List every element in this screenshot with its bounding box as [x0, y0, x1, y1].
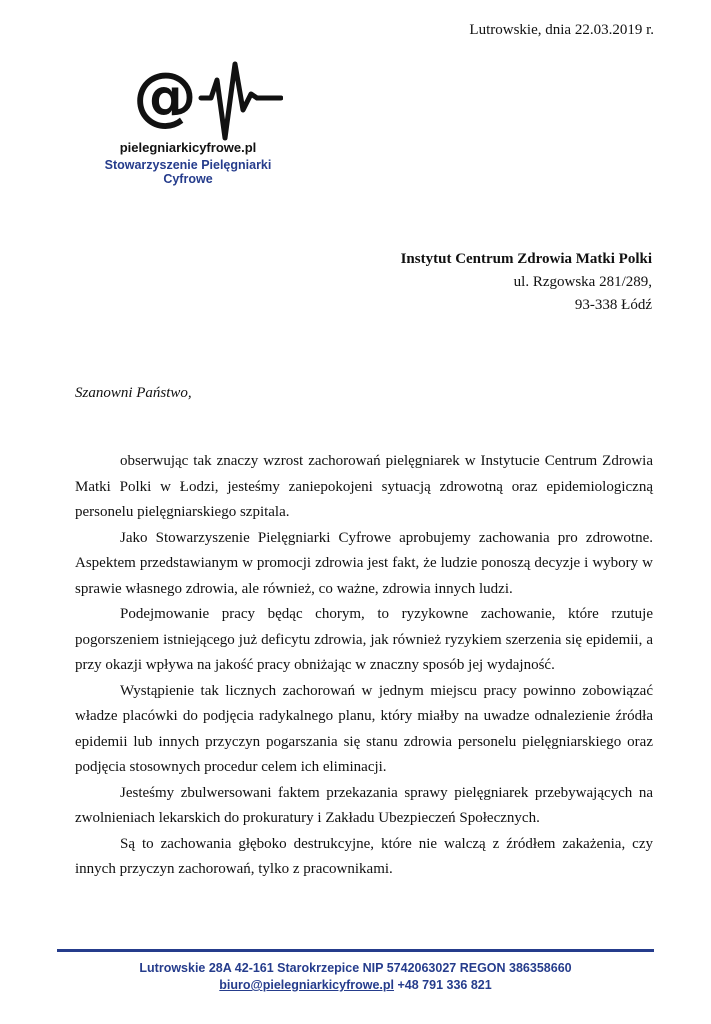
- logo-organization: Stowarzyszenie Pielęgniarki Cyfrowe: [104, 158, 272, 186]
- footer: [0, 960, 711, 994]
- logo-site: pielegniarkicyfrowe.pl: [119, 140, 257, 155]
- recipient-city: 93-338 Łódź: [574, 297, 652, 313]
- paragraph: Jako Stowarzyszenie Pielęgniarki Cyfrowe aprobujemy zachowania pro zdrowotne. Aspektem przedstawianym w promocji zdrowia jest fakt, że ludzie ponoszą decyzje i wybory w sprawie własnego zdrowia, ale również, co ważne, zdrowia innych ludzi.: [75, 529, 653, 597]
- phone-number: +48 791 336 821: [397, 978, 492, 992]
- svg-text:@: @: [133, 60, 197, 134]
- footer-address: Lutrowskie 28A 42-161 Starokrzepice NIP 5742063027 REGON 386358660: [139, 961, 572, 975]
- at-heartbeat-icon: [133, 54, 283, 142]
- paragraph: Podejmowanie pracy będąc chorym, to ryzykowne zachowanie, które rzutuje pogorszeniem istniejącego już deficytu zdrowia, jak również ryzykiem szerzenia się epidemii, a przy okazji wpływa na jakość pracy obniżając w znaczny sposób jej wydajność.: [75, 606, 653, 673]
- email-link[interactable]: biuro@pielegniarkicyfrowe.pl: [219, 978, 395, 992]
- recipient-street: ul. Rzgowska 281/289,: [513, 274, 652, 290]
- letter-body: [75, 449, 653, 883]
- paragraph: Są to zachowania głęboko destrukcyjne, które nie walczą z źródłem zakażenia, czy innych przyczyn zachorowań, tylko z pracownikami.: [75, 835, 653, 877]
- date-line: Lutrowskie, dnia 22.03.2019 r.: [469, 22, 654, 38]
- footer-contact: [0, 977, 711, 994]
- recipient-address: [401, 248, 652, 317]
- recipient-name: Instytut Centrum Zdrowia Matki Polki: [400, 251, 652, 267]
- footer-divider: [57, 949, 654, 952]
- paragraph: Jesteśmy zbulwersowani faktem przekazania sprawy pielęgniarek przebywających na zwolnieniach lekarskich do prokuratury i Zakładu Ubezpieczeń Społecznych.: [75, 784, 653, 826]
- logo: [88, 54, 298, 186]
- paragraph: obserwując tak znaczy wzrost zachorowań pielęgniarek w Instytucie Centrum Zdrowia Matki Polki w Łodzi, jesteśmy zaniepokojeni sytuacją zdrowotną oraz epidemiologiczną personelu pielęgniarskiego szpitala.: [75, 453, 653, 520]
- paragraph: Wystąpienie tak licznych zachorowań w jednym miejscu pracy powinno zobowiązać władze placówki do podjęcia radykalnego planu, który miałby na uwadze odnalezienie źródła epidemii lub innych przyczyn pogarszania się stanu zdrowia personelu pielęgniarskiego oraz podjęcia stosownych procedur celem ich eliminacji.: [75, 682, 653, 775]
- greeting: Szanowni Państwo,: [75, 385, 192, 401]
